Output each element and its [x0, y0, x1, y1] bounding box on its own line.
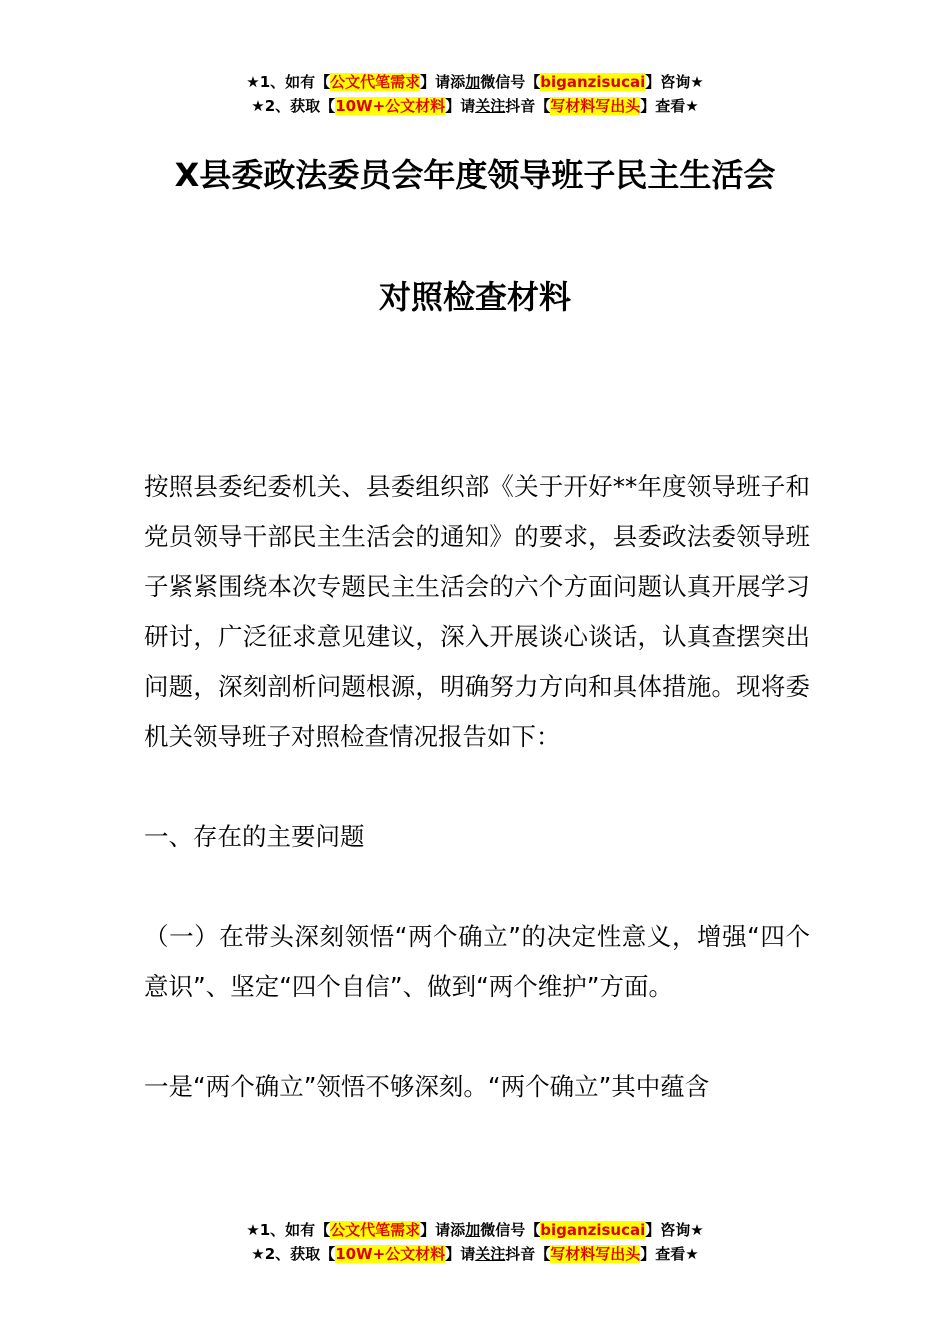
ad-line-2-highlight-materials: 10W+公文材料	[335, 1245, 446, 1263]
ad-line-2	[0, 94, 950, 118]
ad-line-2-prefix: ★2、获取【	[251, 1245, 336, 1263]
ad-line-2-suffix: 】查看★	[640, 97, 699, 115]
paragraph-spacer	[144, 1012, 810, 1062]
ad-line-2	[0, 1242, 950, 1266]
ad-line-1	[0, 70, 950, 94]
ad-line-2-highlight-douyin: 写材料写出头	[550, 97, 641, 115]
point-paragraph: 一是“两个确立”领悟不够深刻。“两个确立”其中蕴含	[144, 1072, 710, 1101]
ad-line-2-text-2: 抖音【	[505, 97, 551, 115]
paragraph-spacer	[144, 762, 810, 812]
top-ad-banner	[0, 70, 950, 118]
ad-line-1	[0, 1218, 950, 1242]
ad-line-1-prefix: ★1、如有【	[246, 73, 331, 91]
ad-line-2-highlight-materials: 10W+公文材料	[335, 97, 446, 115]
ad-line-1-prefix: ★1、如有【	[246, 1221, 331, 1239]
ad-line-2-underlined: 关注	[475, 1245, 506, 1263]
ad-line-1-suffix: 】咨询★	[645, 73, 704, 91]
paragraph-spacer	[144, 862, 810, 912]
ad-line-2-text: 】请	[445, 1245, 476, 1263]
ad-line-2-suffix: 】查看★	[640, 1245, 699, 1263]
subsection-heading: （一）在带头深刻领悟“两个确立”的决定性意义，增强“四个意识”、坚定“四个自信”、做到“两个维护”方面。	[144, 922, 810, 1001]
document-title-line-2: 对照检查材料	[378, 278, 571, 316]
ad-line-1-text-2: 微信号【	[480, 73, 541, 91]
ad-line-1-text: 】请添	[420, 1221, 466, 1239]
ad-line-2-prefix: ★2、获取【	[251, 97, 336, 115]
section-heading: 一、存在的主要问题	[144, 822, 365, 851]
intro-paragraph: 按照县委纪委机关、县委组织部《关于开好**年度领导班子和党员领导干部民主生活会的通知》的要求，县委政法委领导班子紧紧围绕本次专题民主生活会的六个方面问题认真开展学习研讨，广泛征求意见建议，深入开展谈心谈话，认真查摆突出问题，深刻剖析问题根源，明确努力方向和具体措施。现将委机关领导班子对照检查情况报告如下：	[144, 472, 810, 751]
ad-line-2-text: 】请	[445, 97, 476, 115]
ad-line-1-highlight-service: 公文代笔需求	[330, 1221, 421, 1239]
ad-line-2-underlined: 关注	[475, 97, 506, 115]
ad-line-2-text-2: 抖音【	[505, 1245, 551, 1263]
bottom-ad-banner	[0, 1218, 950, 1266]
ad-line-1-text: 】请添	[420, 73, 466, 91]
ad-line-1-suffix: 】咨询★	[645, 1221, 704, 1239]
ad-line-1-underlined: 加	[465, 73, 481, 91]
document-title-line-1: X县委政法委员会年度领导班子民主生活会	[174, 156, 776, 194]
ad-line-1-highlight-wechat: biganzisucai	[540, 1221, 646, 1239]
ad-line-1-text-2: 微信号【	[480, 1221, 541, 1239]
ad-line-1-underlined: 加	[465, 1221, 481, 1239]
ad-line-2-highlight-douyin: 写材料写出头	[550, 1245, 641, 1263]
ad-line-1-highlight-wechat: biganzisucai	[540, 73, 646, 91]
document-body	[144, 462, 810, 1112]
ad-line-1-highlight-service: 公文代笔需求	[330, 73, 421, 91]
